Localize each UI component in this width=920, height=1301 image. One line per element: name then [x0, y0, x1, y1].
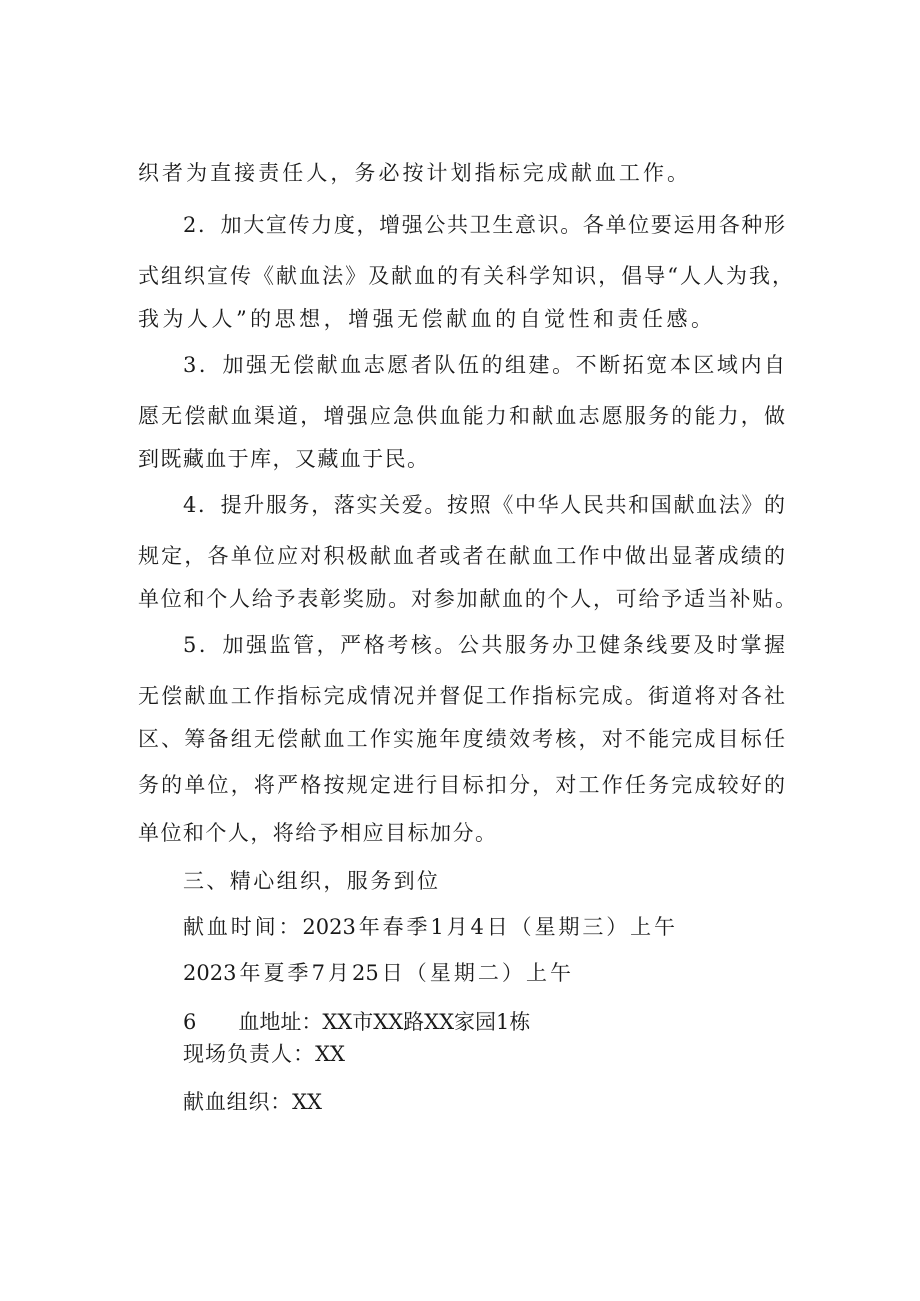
text-line-9: 规定，各单位应对积极献血者或者在献血工作中做出显著成绩的: [138, 544, 785, 568]
text-line-2: 2．加大宣传力度，增强公共卫生意识。各单位要运用各种形: [183, 213, 785, 237]
text-line-1: 织者为直接责任人，务必按计划指标完成献血工作。: [138, 161, 688, 185]
text-line-11: 5．加强监管，严格考核。公共服务办卫健条线要及时掌握: [183, 633, 785, 657]
text-line-6: 愿无偿献血渠道，增强应急供血能力和献血志愿服务的能力，做: [138, 404, 785, 428]
section-heading: 三、精心组织，服务到位: [183, 869, 438, 893]
text-line-7: 到既藏血于库，又藏血于民。: [138, 447, 428, 471]
donation-address: 6 血地址：XX市XX路XX家园1栋: [183, 1010, 531, 1034]
text-line-5: 3．加强无偿献血志愿者队伍的组建。不断拓宽本区域内自: [183, 353, 785, 377]
site-manager: 现场负责人：XX: [183, 1042, 345, 1066]
donation-time-spring: 献血时间：2023年春季1月4日（星期三）上午: [183, 915, 675, 939]
donation-time-summer: 2023年夏季7月25日（星期二）上午: [183, 961, 571, 985]
text-line-12: 无偿献血工作指标完成情况并督促工作指标完成。街道将对各社: [138, 684, 785, 708]
donation-organizer: 献血组织：XX: [183, 1090, 322, 1114]
text-line-4: 我为人人”的思想，增强无偿献血的自觉性和责任感。: [138, 307, 712, 331]
text-line-10: 单位和个人给予表彰奖励。对参加献血的个人，可给予适当补贴。: [138, 587, 796, 611]
text-line-14: 务的单位，将严格按规定进行目标扣分，对工作任务完成较好的: [138, 773, 785, 797]
text-line-8: 4．提升服务，落实关爱。按照《中华人民共和国献血法》的: [183, 493, 785, 517]
text-line-13: 区、筹备组无偿献血工作实施年度绩效考核，对不能完成目标任: [138, 727, 785, 751]
text-line-3: 式组织宣传《献血法》及献血的有关科学知识，倡导“人人为我，: [138, 264, 793, 288]
text-line-15: 单位和个人，将给予相应目标加分。: [138, 821, 496, 845]
